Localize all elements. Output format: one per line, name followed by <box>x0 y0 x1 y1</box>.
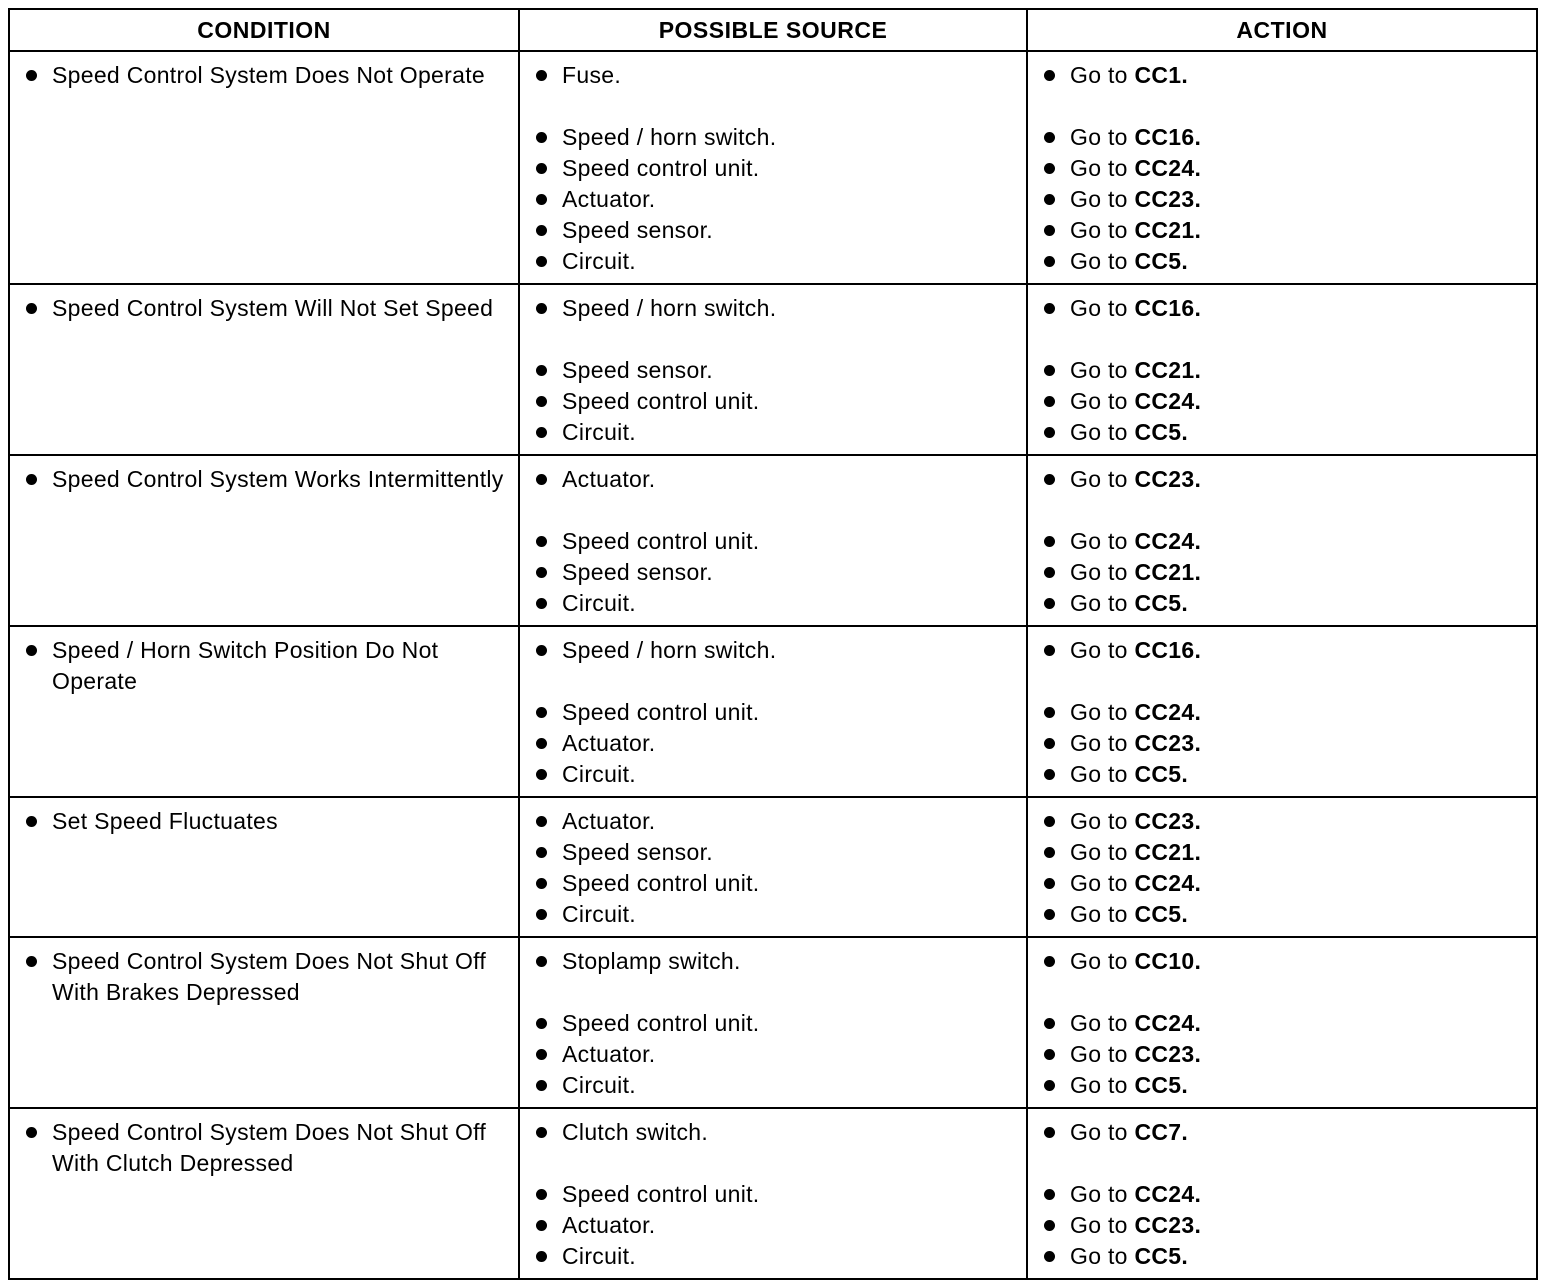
condition-cell <box>9 51 519 284</box>
action-prefix: Go to <box>1070 528 1128 554</box>
action-item <box>1040 122 1526 153</box>
action-code: CC5. <box>1134 761 1189 787</box>
action-item <box>1040 526 1526 557</box>
source-cell <box>519 626 1027 797</box>
bullet-icon <box>536 816 547 827</box>
action-item <box>1040 635 1526 666</box>
action-prefix: Go to <box>1070 186 1128 212</box>
action-prefix: Go to <box>1070 1212 1128 1238</box>
action-cell <box>1027 455 1537 626</box>
source-item <box>532 899 1016 930</box>
source-item <box>532 215 1016 246</box>
bullet-icon <box>1044 163 1055 174</box>
source-text: Speed / horn switch. <box>562 124 777 150</box>
action-prefix: Go to <box>1070 295 1128 321</box>
action-prefix: Go to <box>1070 839 1128 865</box>
table-row <box>9 626 1537 797</box>
action-item <box>1040 184 1526 215</box>
source-text: Actuator. <box>562 730 656 756</box>
bullet-icon <box>26 956 37 967</box>
bullet-icon <box>1044 256 1055 267</box>
action-code: CC21. <box>1134 559 1202 585</box>
source-text: Circuit. <box>562 1243 636 1269</box>
action-item <box>1040 1070 1526 1101</box>
bullet-icon <box>1044 396 1055 407</box>
source-text: Speed control unit. <box>562 699 760 725</box>
bullet-icon <box>536 738 547 749</box>
bullet-icon <box>1044 1018 1055 1029</box>
action-code: CC24. <box>1134 388 1202 414</box>
source-text: Actuator. <box>562 1041 656 1067</box>
action-prefix: Go to <box>1070 248 1128 274</box>
source-text: Speed control unit. <box>562 388 760 414</box>
action-code: CC23. <box>1134 466 1202 492</box>
source-item <box>532 1070 1016 1101</box>
bullet-icon <box>1044 303 1055 314</box>
source-text: Speed sensor. <box>562 559 713 585</box>
condition-item <box>22 293 508 324</box>
action-item <box>1040 386 1526 417</box>
condition-text: Speed Control System Works Intermittently <box>52 466 504 492</box>
header-row <box>9 9 1537 51</box>
action-item <box>1040 759 1526 790</box>
source-text: Circuit. <box>562 419 636 445</box>
bullet-icon <box>536 1189 547 1200</box>
condition-cell <box>9 797 519 937</box>
action-item <box>1040 588 1526 619</box>
bullet-icon <box>536 474 547 485</box>
action-code: CC23. <box>1134 186 1202 212</box>
condition-item <box>22 806 508 837</box>
source-text: Speed sensor. <box>562 357 713 383</box>
condition-text: Speed Control System Does Not Shut Off With Brakes Depressed <box>52 948 487 1005</box>
bullet-icon <box>1044 567 1055 578</box>
action-prefix: Go to <box>1070 699 1128 725</box>
action-prefix: Go to <box>1070 1243 1128 1269</box>
source-item <box>532 1179 1016 1210</box>
action-cell <box>1027 937 1537 1108</box>
source-item <box>532 1039 1016 1070</box>
bullet-icon <box>536 847 547 858</box>
source-item <box>532 464 1016 495</box>
bullet-icon <box>1044 816 1055 827</box>
action-code: CC16. <box>1134 295 1202 321</box>
action-prefix: Go to <box>1070 217 1128 243</box>
source-item <box>532 806 1016 837</box>
action-code: CC5. <box>1134 590 1189 616</box>
bullet-icon <box>1044 598 1055 609</box>
action-item <box>1040 355 1526 386</box>
bullet-icon <box>1044 1127 1055 1138</box>
bullet-icon <box>536 956 547 967</box>
condition-cell <box>9 455 519 626</box>
bullet-icon <box>26 70 37 81</box>
action-prefix: Go to <box>1070 1119 1128 1145</box>
condition-cell <box>9 284 519 455</box>
source-item <box>532 60 1016 91</box>
source-text: Circuit. <box>562 901 636 927</box>
action-prefix: Go to <box>1070 1181 1128 1207</box>
source-text: Stoplamp switch. <box>562 948 741 974</box>
action-code: CC24. <box>1134 699 1202 725</box>
action-code: CC16. <box>1134 637 1202 663</box>
action-code: CC1. <box>1134 62 1189 88</box>
action-prefix: Go to <box>1070 466 1128 492</box>
source-cell <box>519 284 1027 455</box>
condition-item <box>22 946 508 1008</box>
table-row <box>9 284 1537 455</box>
action-prefix: Go to <box>1070 357 1128 383</box>
bullet-icon <box>26 303 37 314</box>
source-item <box>532 635 1016 666</box>
source-text: Speed sensor. <box>562 839 713 865</box>
source-text: Speed sensor. <box>562 217 713 243</box>
bullet-icon <box>1044 1049 1055 1060</box>
action-prefix: Go to <box>1070 637 1128 663</box>
bullet-icon <box>536 70 547 81</box>
bullet-icon <box>1044 738 1055 749</box>
action-code: CC10. <box>1134 948 1202 974</box>
source-cell <box>519 937 1027 1108</box>
action-prefix: Go to <box>1070 1041 1128 1067</box>
action-item <box>1040 557 1526 588</box>
bullet-icon <box>1044 365 1055 376</box>
action-code: CC5. <box>1134 419 1189 445</box>
table-row <box>9 797 1537 937</box>
action-prefix: Go to <box>1070 419 1128 445</box>
action-code: CC23. <box>1134 808 1202 834</box>
source-item <box>532 184 1016 215</box>
action-prefix: Go to <box>1070 808 1128 834</box>
action-prefix: Go to <box>1070 590 1128 616</box>
bullet-icon <box>1044 1080 1055 1091</box>
source-item <box>532 355 1016 386</box>
bullet-icon <box>536 645 547 656</box>
action-item <box>1040 899 1526 930</box>
action-cell <box>1027 797 1537 937</box>
source-text: Speed control unit. <box>562 870 760 896</box>
source-cell <box>519 797 1027 937</box>
condition-text: Speed Control System Will Not Set Speed <box>52 295 494 321</box>
source-item <box>532 837 1016 868</box>
action-item <box>1040 60 1526 91</box>
action-prefix: Go to <box>1070 761 1128 787</box>
action-prefix: Go to <box>1070 870 1128 896</box>
action-code: CC23. <box>1134 1212 1202 1238</box>
source-item <box>532 588 1016 619</box>
source-item <box>532 557 1016 588</box>
action-item <box>1040 806 1526 837</box>
source-text: Actuator. <box>562 466 656 492</box>
bullet-icon <box>536 878 547 889</box>
bullet-icon <box>536 365 547 376</box>
source-text: Circuit. <box>562 761 636 787</box>
bullet-icon <box>1044 769 1055 780</box>
source-item <box>532 728 1016 759</box>
source-item <box>532 1008 1016 1039</box>
action-prefix: Go to <box>1070 388 1128 414</box>
bullet-icon <box>1044 536 1055 547</box>
action-code: CC5. <box>1134 1072 1189 1098</box>
bullet-icon <box>1044 847 1055 858</box>
source-cell <box>519 51 1027 284</box>
action-code: CC23. <box>1134 730 1202 756</box>
condition-cell <box>9 1108 519 1279</box>
condition-item <box>22 635 508 697</box>
action-cell <box>1027 626 1537 797</box>
header-possible-source: POSSIBLE SOURCE <box>519 9 1027 51</box>
table-row <box>9 937 1537 1108</box>
action-code: CC24. <box>1134 155 1202 181</box>
source-item <box>532 946 1016 977</box>
bullet-icon <box>1044 1189 1055 1200</box>
table-row <box>9 1108 1537 1279</box>
source-text: Circuit. <box>562 590 636 616</box>
bullet-icon <box>536 1018 547 1029</box>
bullet-icon <box>536 163 547 174</box>
action-code: CC16. <box>1134 124 1202 150</box>
action-code: CC21. <box>1134 357 1202 383</box>
bullet-icon <box>1044 956 1055 967</box>
source-item <box>532 759 1016 790</box>
action-prefix: Go to <box>1070 559 1128 585</box>
action-code: CC5. <box>1134 1243 1189 1269</box>
source-text: Speed control unit. <box>562 1010 760 1036</box>
action-item <box>1040 153 1526 184</box>
source-text: Speed control unit. <box>562 528 760 554</box>
action-item <box>1040 417 1526 448</box>
source-text: Speed control unit. <box>562 1181 760 1207</box>
action-item <box>1040 697 1526 728</box>
action-prefix: Go to <box>1070 1010 1128 1036</box>
source-item <box>532 1117 1016 1148</box>
action-item <box>1040 215 1526 246</box>
action-code: CC7. <box>1134 1119 1189 1145</box>
bullet-icon <box>1044 1251 1055 1262</box>
source-item <box>532 1241 1016 1272</box>
condition-text: Speed Control System Does Not Shut Off With Clutch Depressed <box>52 1119 487 1176</box>
source-text: Actuator. <box>562 808 656 834</box>
bullet-icon <box>536 769 547 780</box>
bullet-icon <box>1044 474 1055 485</box>
bullet-icon <box>1044 645 1055 656</box>
action-item <box>1040 246 1526 277</box>
table-row <box>9 455 1537 626</box>
source-cell <box>519 455 1027 626</box>
source-item <box>532 417 1016 448</box>
source-text: Speed / horn switch. <box>562 295 777 321</box>
bullet-icon <box>26 474 37 485</box>
action-code: CC24. <box>1134 870 1202 896</box>
action-item <box>1040 293 1526 324</box>
action-item <box>1040 1008 1526 1039</box>
bullet-icon <box>536 225 547 236</box>
source-cell <box>519 1108 1027 1279</box>
action-code: CC21. <box>1134 839 1202 865</box>
action-item <box>1040 1117 1526 1148</box>
source-text: Clutch switch. <box>562 1119 709 1145</box>
bullet-icon <box>536 598 547 609</box>
action-code: CC24. <box>1134 1181 1202 1207</box>
source-text: Circuit. <box>562 248 636 274</box>
bullet-icon <box>536 909 547 920</box>
bullet-icon <box>26 1127 37 1138</box>
condition-cell <box>9 626 519 797</box>
header-condition: CONDITION <box>9 9 519 51</box>
bullet-icon <box>536 427 547 438</box>
header-action: ACTION <box>1027 9 1537 51</box>
condition-text: Set Speed Fluctuates <box>52 808 278 834</box>
action-item <box>1040 1179 1526 1210</box>
source-item <box>532 526 1016 557</box>
action-code: CC24. <box>1134 528 1202 554</box>
action-prefix: Go to <box>1070 62 1128 88</box>
condition-item <box>22 60 508 91</box>
table-row <box>9 51 1537 284</box>
action-prefix: Go to <box>1070 124 1128 150</box>
source-text: Actuator. <box>562 186 656 212</box>
condition-item <box>22 1117 508 1179</box>
bullet-icon <box>536 303 547 314</box>
action-item <box>1040 464 1526 495</box>
action-cell <box>1027 284 1537 455</box>
bullet-icon <box>536 256 547 267</box>
bullet-icon <box>26 645 37 656</box>
action-cell <box>1027 51 1537 284</box>
source-item <box>532 122 1016 153</box>
action-code: CC5. <box>1134 901 1189 927</box>
bullet-icon <box>1044 70 1055 81</box>
action-prefix: Go to <box>1070 901 1128 927</box>
condition-item <box>22 464 508 495</box>
bullet-icon <box>536 707 547 718</box>
action-item <box>1040 837 1526 868</box>
source-text: Speed control unit. <box>562 155 760 181</box>
bullet-icon <box>536 567 547 578</box>
bullet-icon <box>26 816 37 827</box>
action-item <box>1040 1210 1526 1241</box>
diagnosis-table <box>8 8 1538 1280</box>
action-code: CC24. <box>1134 1010 1202 1036</box>
bullet-icon <box>1044 225 1055 236</box>
bullet-icon <box>1044 878 1055 889</box>
source-item <box>532 1210 1016 1241</box>
action-code: CC21. <box>1134 217 1202 243</box>
bullet-icon <box>536 1049 547 1060</box>
action-item <box>1040 1241 1526 1272</box>
action-code: CC5. <box>1134 248 1189 274</box>
source-item <box>532 697 1016 728</box>
bullet-icon <box>536 536 547 547</box>
bullet-icon <box>1044 707 1055 718</box>
bullet-icon <box>1044 909 1055 920</box>
action-item <box>1040 1039 1526 1070</box>
source-text: Fuse. <box>562 62 622 88</box>
action-item <box>1040 728 1526 759</box>
source-text: Circuit. <box>562 1072 636 1098</box>
condition-cell <box>9 937 519 1108</box>
bullet-icon <box>1044 132 1055 143</box>
action-prefix: Go to <box>1070 948 1128 974</box>
bullet-icon <box>536 1080 547 1091</box>
bullet-icon <box>536 396 547 407</box>
table-body <box>9 51 1537 1279</box>
bullet-icon <box>1044 194 1055 205</box>
bullet-icon <box>536 1220 547 1231</box>
bullet-icon <box>1044 1220 1055 1231</box>
bullet-icon <box>536 1127 547 1138</box>
bullet-icon <box>1044 427 1055 438</box>
source-item <box>532 246 1016 277</box>
action-prefix: Go to <box>1070 730 1128 756</box>
action-item <box>1040 946 1526 977</box>
action-item <box>1040 868 1526 899</box>
condition-text: Speed Control System Does Not Operate <box>52 62 485 88</box>
source-item <box>532 153 1016 184</box>
action-code: CC23. <box>1134 1041 1202 1067</box>
source-text: Speed / horn switch. <box>562 637 777 663</box>
condition-text: Speed / Horn Switch Position Do Not Operate <box>52 637 439 694</box>
action-prefix: Go to <box>1070 1072 1128 1098</box>
bullet-icon <box>536 194 547 205</box>
source-text: Actuator. <box>562 1212 656 1238</box>
action-cell <box>1027 1108 1537 1279</box>
source-item <box>532 868 1016 899</box>
action-prefix: Go to <box>1070 155 1128 181</box>
bullet-icon <box>536 1251 547 1262</box>
source-item <box>532 386 1016 417</box>
bullet-icon <box>536 132 547 143</box>
source-item <box>532 293 1016 324</box>
